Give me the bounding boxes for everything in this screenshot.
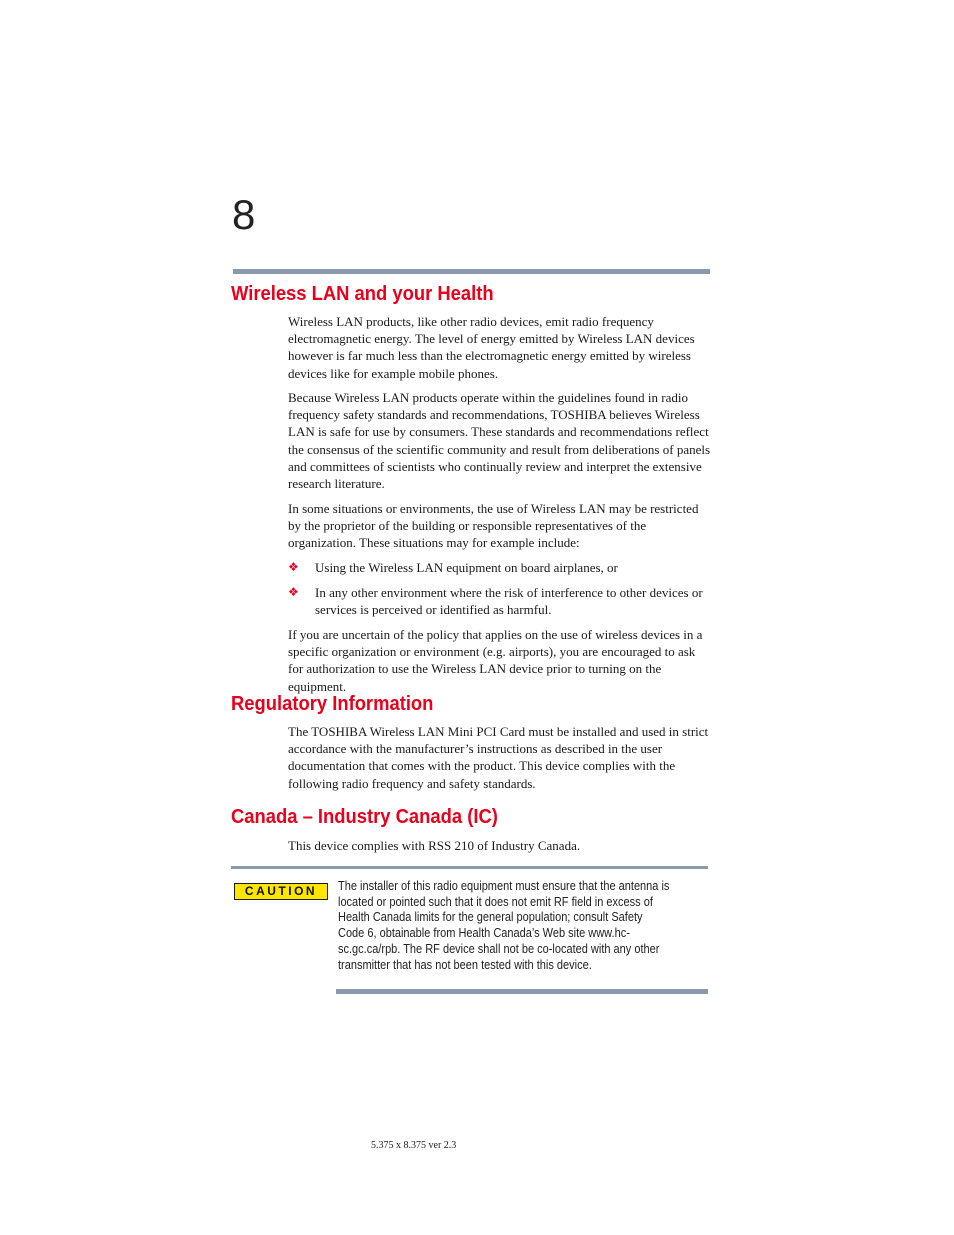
diamond-bullet-icon: ❖ xyxy=(288,560,299,574)
top-rule-divider xyxy=(233,269,710,274)
paragraph-regulatory: The TOSHIBA Wireless LAN Mini PCI Card must be installed and used in strict accordance with the manufacturer’s instructions as described in the user documentation that comes with the product. This device complies with the following radio frequency and safety standards. xyxy=(288,724,709,791)
page-number: 8 xyxy=(232,191,256,238)
paragraph-canada: This device complies with RSS 210 of Industry Canada. xyxy=(288,838,581,853)
paragraph-health-4: If you are uncertain of the policy that applies on the use of wireless devices in a specific organization or environment (e.g. airports), you are encouraged to ask for authorization to use the Wireless LAN device prior to turning on the equipment. xyxy=(288,627,703,694)
heading-wireless-health: Wireless LAN and your Health xyxy=(231,283,494,305)
diamond-bullet-icon: ❖ xyxy=(288,585,299,599)
caution-badge: CAUTION xyxy=(234,883,328,900)
caution-bottom-divider xyxy=(336,989,708,994)
list-item-text: In any other environment where the risk of interference to other devices or services is perceived or identified as harmful. xyxy=(315,585,703,618)
page-footer: 5.375 x 8.375 ver 2.3 xyxy=(371,1140,457,1151)
caution-top-divider xyxy=(231,866,708,869)
heading-regulatory: Regulatory Information xyxy=(231,693,434,715)
list-item-text: Using the Wireless LAN equipment on board airplanes, or xyxy=(315,560,618,575)
heading-canada: Canada – Industry Canada (IC) xyxy=(231,806,498,828)
paragraph-health-2: Because Wireless LAN products operate within the guidelines found in radio frequency safety standards and recommendations, TOSHIBA believes Wireless LAN is safe for use by consumers. These standards and recommendations reflect the consensus of the scientific community and result from deliberations of panels and committees of scientists who continually review and interpret the extensive research literature. xyxy=(288,390,711,492)
paragraph-health-3: In some situations or environments, the use of Wireless LAN may be restricted by the proprietor of the building or responsible representatives of the organization. These situations may for example include: xyxy=(288,501,699,551)
caution-text: The installer of this radio equipment must ensure that the antenna is located or pointed such that it does not emit RF field in excess of Health Canada limits for the general population; consult Safety Code 6, obtainable from Health Canada’s Web site www.hc-sc.gc.ca/rpb. The RF device shall not be co-located with any other transmitter that has not been tested with this device. xyxy=(338,879,670,972)
paragraph-health-1: Wireless LAN products, like other radio devices, emit radio frequency electromagnetic energy. The level of energy emitted by Wireless LAN devices however is far much less than the electromagnetic energy emitted by wireless devices like for example mobile phones. xyxy=(288,314,695,381)
